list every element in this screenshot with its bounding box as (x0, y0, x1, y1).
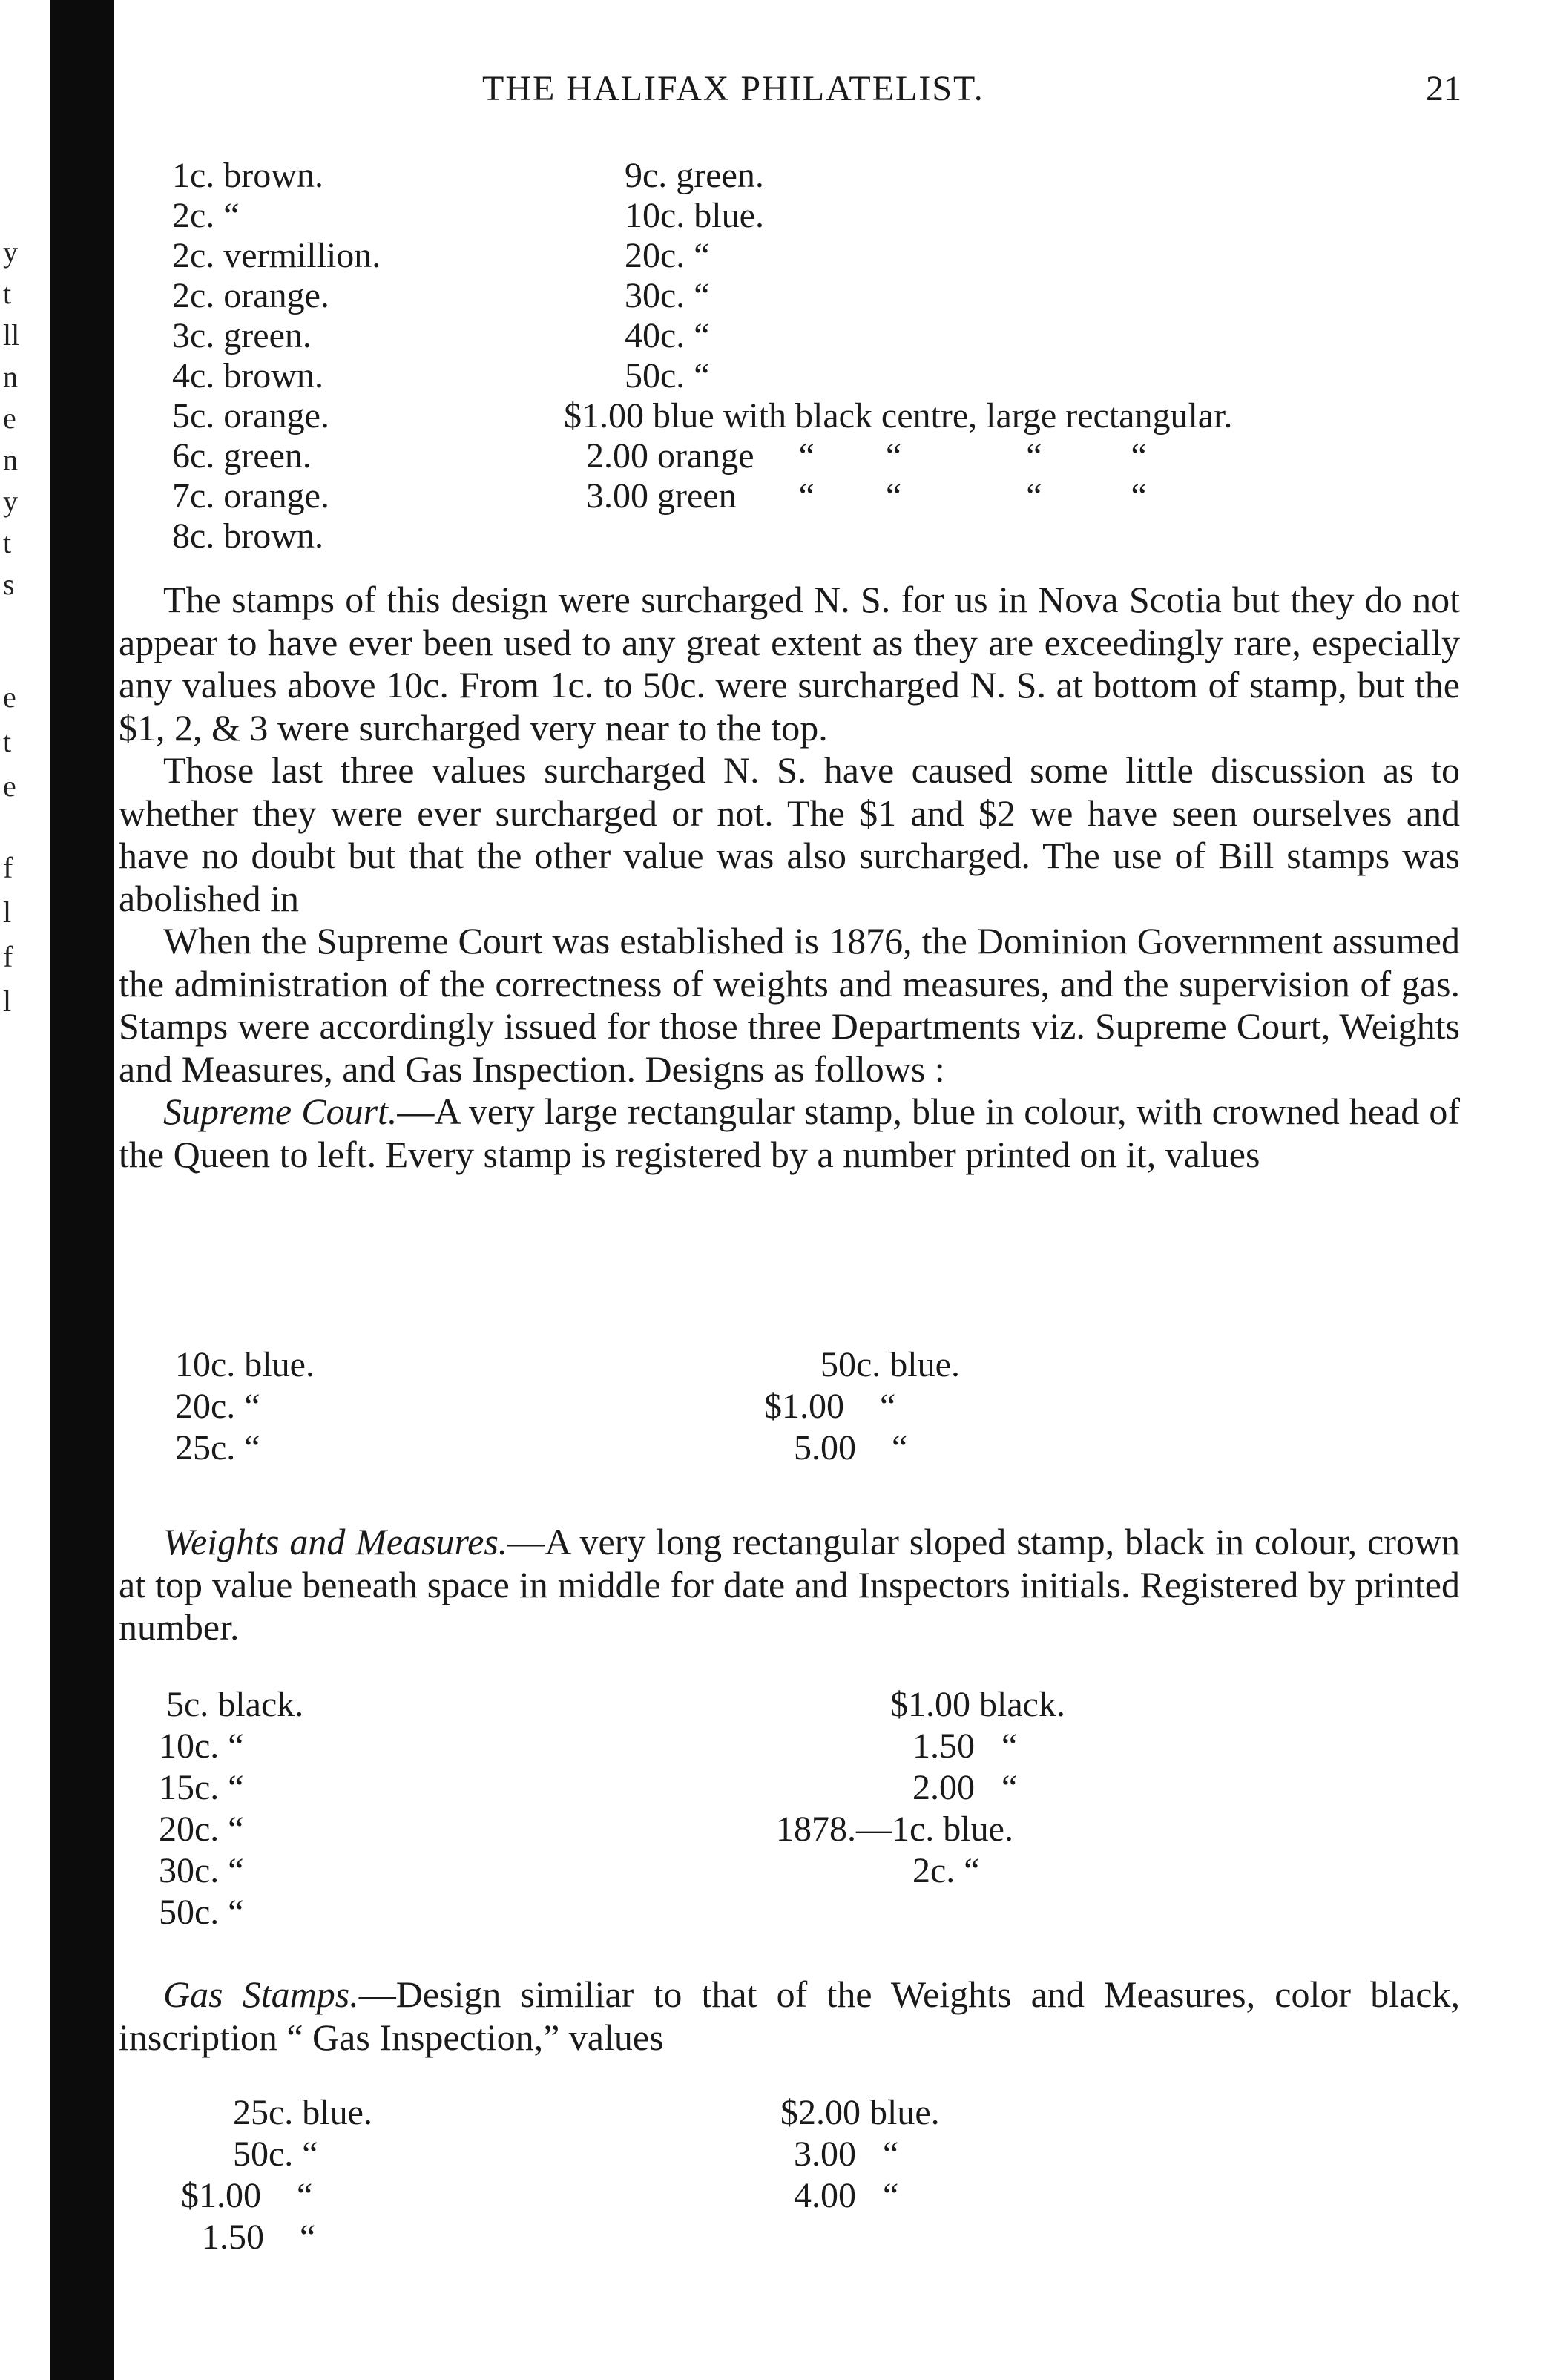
list-item: 2c. “ (172, 196, 240, 235)
supreme-values-right (764, 1344, 960, 1469)
list-item: 10c. blue. (625, 196, 764, 235)
section-text: —A very long rectangular sloped stamp, black in colour, crown at top value beneath space in middle for date and Inspectors initials. Registered by printed number. (119, 1521, 1460, 1648)
gas-section (119, 1973, 1460, 2059)
list-item: 8c. brown. (172, 516, 323, 556)
weights-section (119, 1521, 1460, 1649)
supreme-court-paragraph (119, 1091, 1460, 1176)
list-item: 50c. “ (625, 356, 710, 395)
list-item: 1c. brown. (172, 156, 323, 195)
list-item: 20c. “ (159, 1809, 244, 1849)
list-item: $2.00 blue. (780, 2093, 940, 2132)
list-item: 50c. “ (233, 2134, 318, 2174)
margin-char: t (3, 725, 12, 758)
list-item: 3.00 “ (794, 2134, 899, 2174)
stamp-list-left (172, 156, 381, 556)
list-item: $1.00 “ (181, 2176, 313, 2215)
gas-paragraph (119, 1973, 1460, 2059)
section-text: —Design similiar to that of the Weights and Measures, color black, inscription “ Gas Inspection,” values (119, 1973, 1460, 2058)
list-item: 2.00 orange “ “ “ “ (586, 436, 1147, 476)
margin-char: e (3, 401, 16, 435)
margin-char: f (3, 851, 13, 884)
margin-char: l (3, 895, 12, 929)
page-number: 21 (1426, 69, 1461, 108)
margin-char: f (3, 940, 13, 973)
weights-paragraph (119, 1521, 1460, 1649)
list-item: 1.50 “ (912, 1726, 1018, 1766)
list-item: 5c. black. (166, 1685, 304, 1724)
paragraph: Those last three values surcharged N. S. have caused some little discussion as to whether they were ever surcharged or not. The $1 and $2 we have seen ourselves and have no doubt but that the other value was also surcharged. The use of Bill stamps was abolished in (119, 749, 1460, 919)
paragraph: When the Supreme Court was established is 1876, the Dominion Government assumed the administration of the correctness of weights and measures, and the supervision of gas. Stamps were accordingly issued for those three Departments viz. Supreme Court, Weights and Measures, and Gas Inspection. Designs as follows : (119, 920, 1460, 1090)
margin-char: n (3, 360, 18, 393)
list-item: 50c. “ (159, 1893, 244, 1932)
list-item: 1878.—1c. blue. (776, 1809, 1013, 1849)
list-item: 3c. green. (172, 316, 312, 355)
body-text (119, 579, 1460, 1176)
list-item: 2.00 “ (912, 1768, 1018, 1807)
list-item: 4.00 “ (794, 2176, 899, 2215)
list-item: 20c. “ (175, 1387, 260, 1426)
list-item: 2c. vermillion. (172, 236, 381, 275)
section-heading: Supreme Court. (163, 1091, 398, 1132)
list-item: 25c. blue. (233, 2093, 372, 2132)
margin-char: ll (3, 318, 20, 352)
supreme-values-left (175, 1344, 315, 1469)
margin-char: e (3, 680, 16, 714)
journal-title: THE HALIFAX PHILATELIST. (482, 69, 984, 108)
running-header (119, 68, 1469, 120)
list-item: 7c. orange. (172, 476, 329, 516)
list-item: 15c. “ (159, 1768, 244, 1807)
list-item: 1.50 “ (202, 2218, 316, 2257)
gas-values-right (780, 2092, 940, 2217)
margin-char: n (3, 443, 18, 476)
margin-char: t (3, 526, 12, 559)
list-item: 10c. “ (159, 1726, 244, 1766)
list-item: 40c. “ (625, 316, 710, 355)
margin-char: l (3, 984, 12, 1018)
margin-char: t (3, 277, 12, 310)
list-item: 50c. blue. (820, 1345, 960, 1384)
list-item: $1.00 “ (764, 1387, 896, 1426)
weights-values-right (776, 1684, 1065, 1892)
list-item: $1.00 black. (890, 1685, 1065, 1724)
section-heading: Gas Stamps. (163, 1973, 359, 2015)
weights-values-left (159, 1684, 303, 1933)
list-item: $1.00 blue with black centre, large rectangular. (564, 396, 1233, 435)
list-item: 2c. orange. (172, 276, 329, 315)
list-item: 30c. “ (625, 276, 710, 315)
margin-char: e (3, 769, 16, 803)
list-item: 25c. “ (175, 1428, 260, 1467)
list-item: 2c. “ (912, 1851, 980, 1890)
list-item: 5c. orange. (172, 396, 329, 435)
paragraph: The stamps of this design were surcharged N. S. for us in Nova Scotia but they do not appear to have ever been used to any great extent as they are exceedingly rare, especially any values above 10c. From 1c. to 50c. were surcharged N. S. at bottom of stamp, but the $1, 2, & 3 were surcharged very near to the top. (119, 579, 1460, 749)
list-item: 20c. “ (625, 236, 710, 275)
margin-char: s (3, 568, 15, 601)
margin-char: y (3, 235, 18, 269)
section-heading: Weights and Measures. (163, 1521, 508, 1562)
list-item: 30c. “ (159, 1851, 244, 1890)
list-item: 10c. blue. (175, 1345, 315, 1384)
gas-values-left (181, 2092, 372, 2258)
stamp-list-right (564, 156, 1232, 516)
list-item: 5.00 “ (794, 1428, 908, 1467)
list-item: 6c. green. (172, 436, 312, 476)
margin-char: y (3, 484, 18, 518)
section-text: —A very large rectangular stamp, blue in colour, with crowned head of the Queen to left. Every stamp is registered by a number printed on it, values (119, 1091, 1461, 1175)
list-item: 4c. brown. (172, 356, 323, 395)
binding-shadow (50, 0, 114, 2380)
list-item: 9c. green. (625, 156, 764, 195)
list-item: 3.00 green “ “ “ “ (586, 476, 1147, 516)
